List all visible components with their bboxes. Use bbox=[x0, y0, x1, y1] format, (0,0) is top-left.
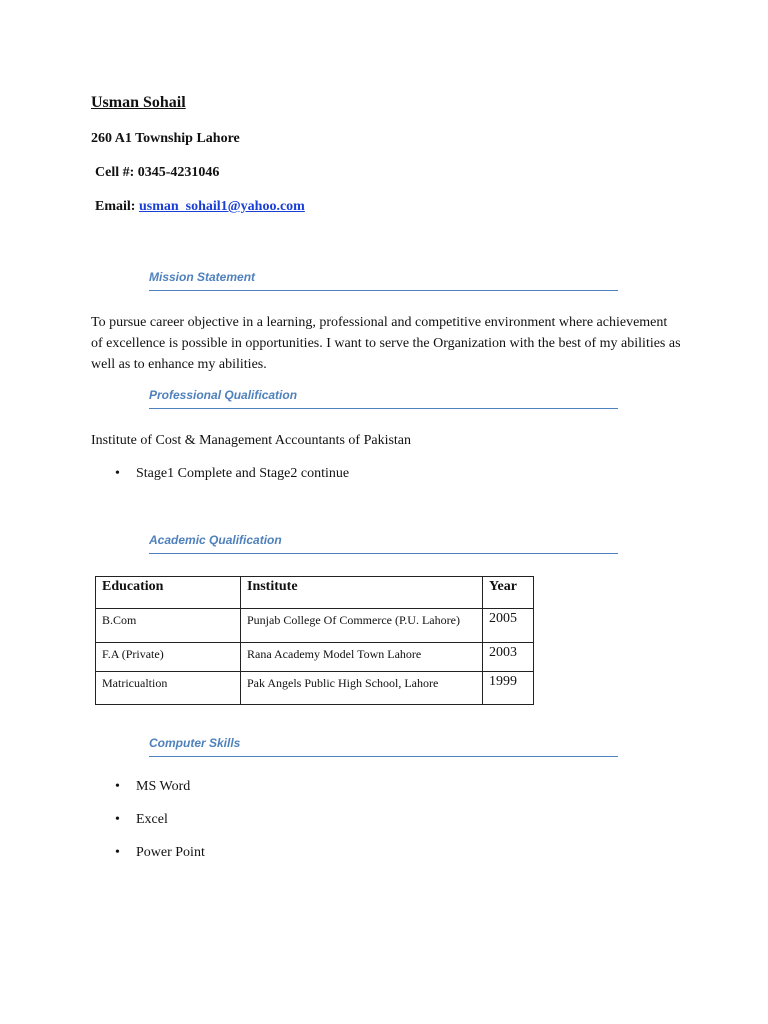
list-item: • MS Word bbox=[115, 779, 205, 795]
institute-cell: Punjab College Of Commerce (P.U. Lahore) bbox=[241, 609, 483, 643]
column-header: Education bbox=[96, 577, 241, 609]
email-link[interactable]: usman_sohail1@yahoo.com bbox=[138, 199, 305, 214]
list-item: • Stage1 Complete and Stage2 continue bbox=[115, 466, 349, 482]
computer-skills-heading: Computer Skills bbox=[149, 736, 618, 757]
column-header: Institute bbox=[241, 577, 483, 609]
professional-heading: Professional Qualification bbox=[149, 388, 618, 409]
mission-heading: Mission Statement bbox=[149, 270, 618, 291]
computer-skills-list bbox=[115, 779, 205, 878]
email-line bbox=[95, 199, 305, 215]
year-cell: 2005 bbox=[483, 609, 534, 643]
institute-cell: Pak Angels Public High School, Lahore bbox=[241, 672, 483, 705]
academic-table bbox=[95, 576, 534, 705]
column-header: Year bbox=[483, 577, 534, 609]
list-item: • Power Point bbox=[115, 845, 205, 861]
year-cell: 1999 bbox=[483, 672, 534, 705]
education-cell: B.Com bbox=[96, 609, 241, 643]
mission-text: To pursue career objective in a learning, professional and competitive environment where achievement of excellence is possible in opportunities. I want to serve the Organization with the best of my abilities as well as to enhance my abilities. bbox=[91, 315, 681, 372]
table-row bbox=[96, 643, 534, 672]
applicant-name: Usman Sohail bbox=[91, 94, 186, 111]
table-row bbox=[96, 609, 534, 643]
education-cell: F.A (Private) bbox=[96, 643, 241, 672]
education-cell: Matricualtion bbox=[96, 672, 241, 705]
list-item: • Excel bbox=[115, 812, 205, 828]
cell-number: Cell #: 0345-4231046 bbox=[95, 165, 220, 180]
academic-heading: Academic Qualification bbox=[149, 533, 618, 554]
table-header-row bbox=[96, 577, 534, 609]
table-row bbox=[96, 672, 534, 705]
address: 260 A1 Township Lahore bbox=[91, 131, 240, 146]
institute-cell: Rana Academy Model Town Lahore bbox=[241, 643, 483, 672]
professional-institute: Institute of Cost & Management Accountants of Pakistan bbox=[91, 433, 412, 448]
professional-list bbox=[115, 466, 349, 482]
email-label: Email: bbox=[95, 199, 136, 214]
year-cell: 2003 bbox=[483, 643, 534, 672]
